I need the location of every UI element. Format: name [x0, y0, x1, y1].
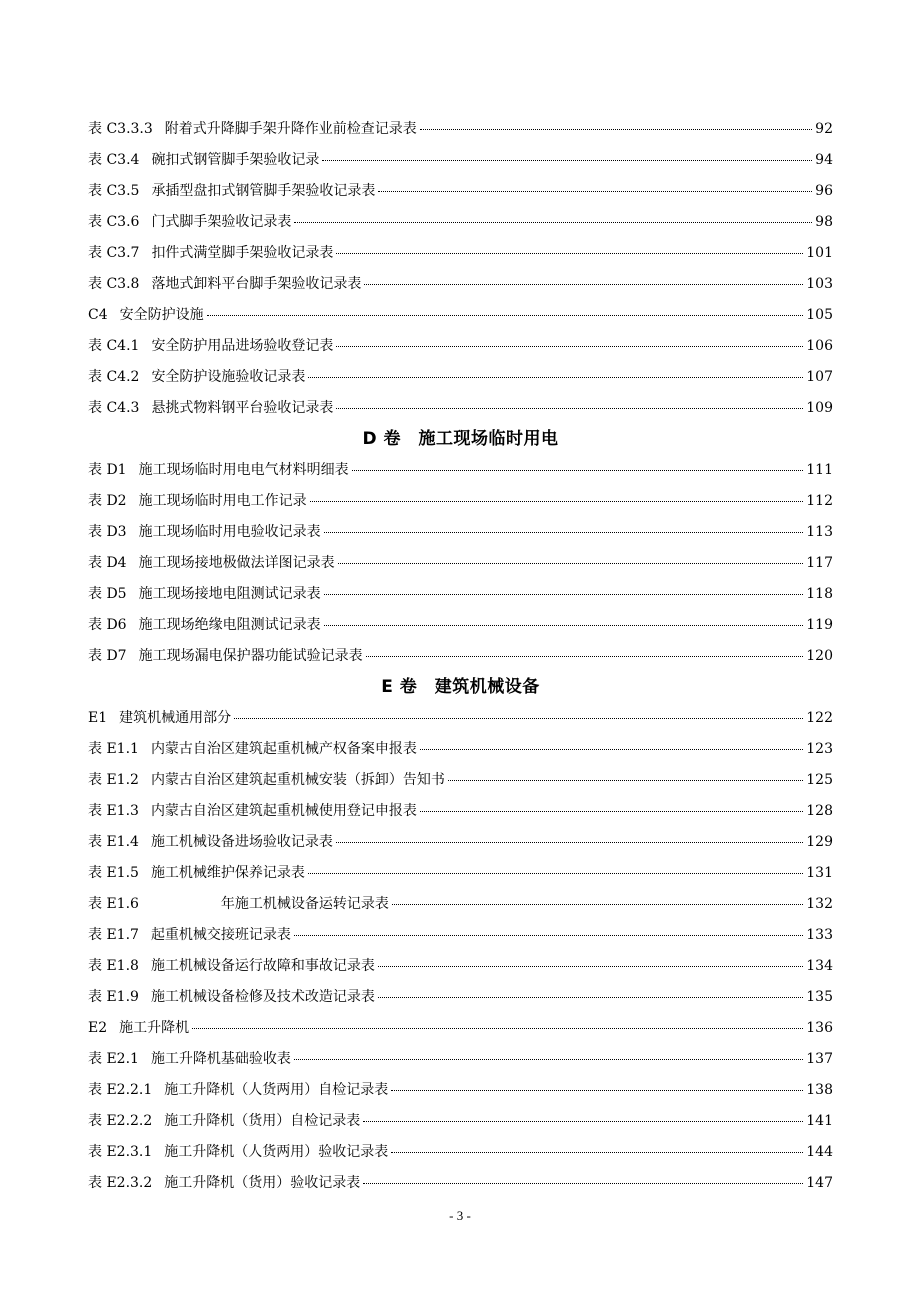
toc-entry: [88, 610, 833, 641]
toc-group-c: [88, 114, 833, 424]
toc-entry: [88, 827, 833, 858]
toc-entry-code: 表 C4.3: [88, 400, 140, 416]
toc-entry: [88, 1044, 833, 1075]
toc-entry: [88, 300, 833, 331]
toc-entry-page: 123: [806, 741, 833, 757]
toc-entry-title: 起重机械交接班记录表: [150, 927, 291, 943]
dot-leader: [420, 129, 812, 130]
toc-entry-page: 107: [806, 369, 833, 385]
toc-entry-page: 132: [806, 896, 833, 912]
toc-entry-code: 表 D5: [88, 586, 127, 602]
toc-entry: [88, 734, 833, 765]
toc-entry: [88, 486, 833, 517]
dot-leader: [391, 1090, 803, 1091]
toc-entry: [88, 393, 833, 424]
toc-entry-code: 表 C3.5: [88, 183, 140, 199]
toc-entry-page: 144: [806, 1144, 833, 1160]
dot-leader: [310, 501, 804, 502]
toc-entry: [88, 1106, 833, 1137]
toc-entry: [88, 1075, 833, 1106]
toc-entry: [88, 641, 833, 672]
toc-entry: [88, 145, 833, 176]
dot-leader: [391, 1152, 803, 1153]
dot-leader: [336, 253, 803, 254]
toc-entry-code: 表 E1.6: [88, 896, 139, 912]
toc-entry-title: 年施工机械设备运转记录表: [150, 896, 389, 912]
toc-entry-code: 表 D4: [88, 555, 127, 571]
toc-entry: [88, 114, 833, 145]
toc-entry-page: 105: [806, 307, 833, 323]
toc-entry-code: 表 E1.5: [88, 865, 139, 881]
toc-entry-page: 134: [806, 958, 833, 974]
toc-entry-title: 施工机械设备进场验收记录表: [150, 834, 333, 850]
dot-leader: [192, 1028, 803, 1029]
dot-leader: [336, 346, 803, 347]
toc-entry-code: 表 E2.2.1: [88, 1082, 153, 1098]
dot-leader: [294, 1059, 803, 1060]
toc-entry: [88, 455, 833, 486]
toc-entry-page: 131: [806, 865, 833, 881]
toc-entry-title: 施工现场临时用电工作记录: [138, 493, 307, 509]
toc-entry-page: 117: [806, 555, 833, 571]
dot-leader: [378, 191, 812, 192]
toc-entry-title: 施工升降机（货用）自检记录表: [164, 1113, 361, 1129]
toc-entry-page: 133: [806, 927, 833, 943]
toc-entry: [88, 982, 833, 1013]
toc-entry-title: 落地式卸料平台脚手架验收记录表: [151, 276, 362, 292]
toc-entry-page: 137: [806, 1051, 833, 1067]
toc-entry: [88, 517, 833, 548]
toc-entry-page: 120: [806, 648, 833, 664]
toc-entry-title: 施工现场绝缘电阻测试记录表: [138, 617, 321, 633]
toc-entry-title: 内蒙古自治区建筑起重机械使用登记申报表: [150, 803, 417, 819]
toc-entry-title: 施工现场漏电保护器功能试验记录表: [138, 648, 363, 664]
toc-entry-code: 表 E1.2: [88, 772, 139, 788]
toc-entry-title: 施工升降机基础验收表: [150, 1051, 291, 1067]
toc-entry-page: 136: [806, 1020, 833, 1036]
dot-leader: [363, 1121, 803, 1122]
toc-entry-title: 施工现场临时用电电气材料明细表: [138, 462, 349, 478]
toc-entry-title: 建筑机械通用部分: [119, 710, 232, 726]
dot-leader: [294, 222, 812, 223]
dot-leader: [324, 532, 804, 533]
toc-entry-title: 施工机械设备检修及技术改造记录表: [150, 989, 375, 1005]
toc-entry-code: 表 D7: [88, 648, 127, 664]
toc-entry-page: 111: [806, 462, 833, 478]
toc-entry-page: 119: [806, 617, 833, 633]
toc-entry-page: 129: [806, 834, 833, 850]
toc-entry: [88, 703, 833, 734]
page-number: - 3 -: [449, 1208, 471, 1223]
toc-entry-code: 表 C4.2: [88, 369, 140, 385]
toc-entry: [88, 362, 833, 393]
section-title-e: E 卷 建筑机械设备: [381, 677, 540, 697]
toc-entry-page: 118: [806, 586, 833, 602]
toc-entry-title: 悬挑式物料钢平台验收记录表: [151, 400, 334, 416]
toc-entry-title: 承插型盘扣式钢管脚手架验收记录表: [151, 183, 376, 199]
toc-entry-code: 表 E2.1: [88, 1051, 139, 1067]
toc-entry: [88, 331, 833, 362]
section-title-d: D 卷 施工现场临时用电: [362, 429, 559, 449]
toc-entry-code: 表 D6: [88, 617, 127, 633]
toc-entry-title: 施工升降机（人货两用）自检记录表: [164, 1082, 389, 1098]
toc-entry-page: 138: [806, 1082, 833, 1098]
toc-entry-title: 施工升降机: [119, 1020, 190, 1036]
toc-entry-title: 施工机械维护保养记录表: [150, 865, 305, 881]
toc-entry: [88, 548, 833, 579]
dot-leader: [378, 997, 803, 998]
toc-entry-code: E2: [88, 1020, 108, 1036]
toc-entry-code: 表 E1.4: [88, 834, 139, 850]
toc-entry-title: 安全防护设施验收记录表: [151, 369, 306, 385]
toc-entry: [88, 1168, 833, 1199]
toc-entry-code: 表 C3.3.3: [88, 121, 153, 137]
toc-entry-page: 147: [806, 1175, 833, 1191]
toc-entry: [88, 951, 833, 982]
toc-entry-page: 101: [806, 245, 833, 261]
toc-entry: [88, 1013, 833, 1044]
toc-entry-page: 98: [815, 214, 833, 230]
toc-group-d: [88, 455, 833, 672]
toc-entry-page: 113: [806, 524, 833, 540]
toc-entry-title: 安全防护用品进场验收登记表: [151, 338, 334, 354]
toc-entry-page: 128: [806, 803, 833, 819]
dot-leader: [364, 284, 803, 285]
toc-entry-title: 施工现场接地电阻测试记录表: [138, 586, 321, 602]
toc-entry-code: 表 C3.7: [88, 245, 140, 261]
toc-entry-title: 施工升降机（人货两用）验收记录表: [164, 1144, 389, 1160]
dot-leader: [322, 160, 812, 161]
toc-entry-page: 122: [806, 710, 833, 726]
toc-entry-code: 表 E2.2.2: [88, 1113, 153, 1129]
toc-entry-page: 106: [806, 338, 833, 354]
toc-entry-code: 表 E1.9: [88, 989, 139, 1005]
toc-entry-code: C4: [88, 307, 108, 323]
toc-entry: [88, 889, 833, 920]
dot-leader: [336, 408, 803, 409]
toc-entry-code: 表 D1: [88, 462, 127, 478]
toc-entry: [88, 1137, 833, 1168]
toc-entry: [88, 579, 833, 610]
toc-entry-code: 表 C3.6: [88, 214, 140, 230]
toc-entry-title: 碗扣式钢管脚手架验收记录: [151, 152, 320, 168]
dot-leader: [308, 873, 803, 874]
dot-leader: [324, 594, 804, 595]
toc-entry-title: 施工现场接地极做法详图记录表: [138, 555, 335, 571]
dot-leader: [363, 1183, 803, 1184]
toc-entry-code: 表 C4.1: [88, 338, 140, 354]
toc-entry-code: 表 E1.8: [88, 958, 139, 974]
dot-leader: [420, 811, 803, 812]
dot-leader: [392, 904, 803, 905]
toc-entry-page: 103: [806, 276, 833, 292]
toc-entry: [88, 920, 833, 951]
toc-entry-title: 施工现场临时用电验收记录表: [138, 524, 321, 540]
toc-entry-page: 92: [815, 121, 833, 137]
toc-entry: [88, 238, 833, 269]
toc-entry-code: E1: [88, 710, 108, 726]
toc-entry-code: 表 E2.3.1: [88, 1144, 153, 1160]
toc-entry-page: 94: [815, 152, 833, 168]
dot-leader: [448, 780, 803, 781]
toc-entry: [88, 765, 833, 796]
dot-leader: [207, 315, 804, 316]
dot-leader: [352, 470, 804, 471]
toc-entry: [88, 269, 833, 300]
dot-leader: [336, 842, 803, 843]
toc-entry-page: 135: [806, 989, 833, 1005]
table-of-contents: [88, 114, 833, 1199]
toc-entry-page: 125: [806, 772, 833, 788]
dot-leader: [324, 625, 804, 626]
toc-entry-code: 表 E1.1: [88, 741, 139, 757]
toc-entry-code: 表 D3: [88, 524, 127, 540]
toc-entry-title: 施工机械设备运行故障和事故记录表: [150, 958, 375, 974]
toc-entry-code: 表 C3.4: [88, 152, 140, 168]
toc-entry-page: 112: [806, 493, 833, 509]
toc-entry-code: 表 E2.3.2: [88, 1175, 153, 1191]
toc-entry: [88, 176, 833, 207]
toc-entry-title: 内蒙古自治区建筑起重机械产权备案申报表: [150, 741, 417, 757]
dot-leader: [308, 377, 803, 378]
dot-leader: [294, 935, 803, 936]
toc-entry-title: 扣件式满堂脚手架验收记录表: [151, 245, 334, 261]
toc-entry-code: 表 E1.7: [88, 927, 139, 943]
dot-leader: [234, 718, 803, 719]
toc-entry-title: 施工升降机（货用）验收记录表: [164, 1175, 361, 1191]
toc-entry-page: 141: [806, 1113, 833, 1129]
dot-leader: [338, 563, 804, 564]
dot-leader: [366, 656, 804, 657]
dot-leader: [378, 966, 803, 967]
toc-entry: [88, 796, 833, 827]
toc-entry-title: 内蒙古自治区建筑起重机械安装（拆卸）告知书: [150, 772, 445, 788]
toc-entry-code: 表 C3.8: [88, 276, 140, 292]
toc-entry-title: 门式脚手架验收记录表: [151, 214, 292, 230]
toc-entry-title: 附着式升降脚手架升降作业前检查记录表: [164, 121, 417, 137]
toc-entry: [88, 858, 833, 889]
toc-group-e: [88, 703, 833, 1199]
toc-entry-title: 安全防护设施: [119, 307, 204, 323]
toc-entry-page: 96: [815, 183, 833, 199]
toc-entry-code: 表 E1.3: [88, 803, 139, 819]
toc-entry-page: 109: [806, 400, 833, 416]
toc-entry-code: 表 D2: [88, 493, 127, 509]
dot-leader: [420, 749, 803, 750]
toc-entry: [88, 207, 833, 238]
